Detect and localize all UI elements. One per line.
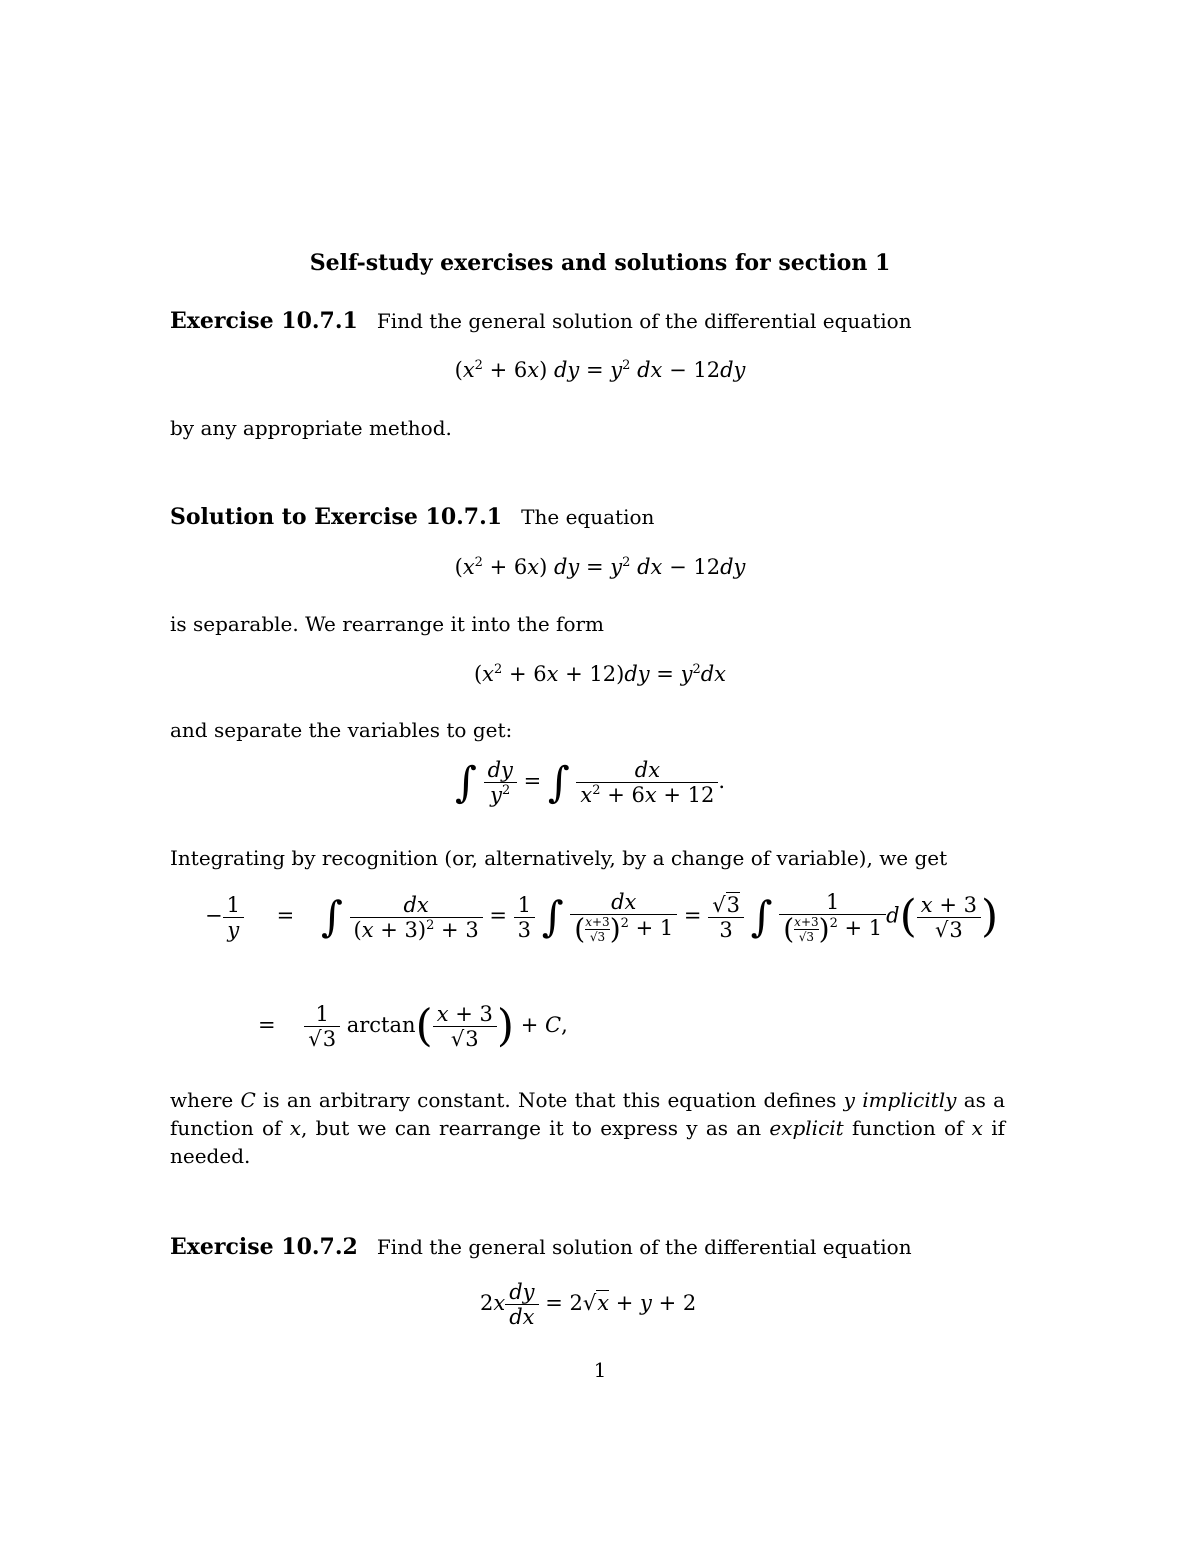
integration-chain-line-2: = $\frac{1}{√3}$ arctan( $\frac{x + 3}{√3}$ ) + C,: [258, 1000, 568, 1052]
exercise-2-equation: 2x $\frac{dy}{dx}$ = 2√x + y + 2: [480, 1280, 697, 1329]
exercise-2-text: Find the general solution of the differential equation: [376, 1235, 912, 1259]
separate-text: and separate the variables to get:: [170, 718, 513, 742]
solution-1-statement: [170, 504, 654, 530]
exercise-1-statement: [170, 308, 912, 334]
exercise-1-label: Exercise 10.7.1: [170, 308, 358, 334]
solution-1-equation: $(x^2 + 6x)$ dy = $y^2$ dx − 12dy: [454, 555, 746, 579]
page-title: Self-study exercises and solutions for section 1: [309, 250, 891, 276]
separated-integrals: ∫ $\frac{dy}{y^2}$ = ∫ $\frac{dx}{x^2 + 6x + 12}$ .: [455, 757, 726, 807]
exercise-1-after: by any appropriate method.: [170, 416, 452, 440]
integration-chain-line-1: − $\frac{1}{y}$ = ∫ $\frac{dx}{(x + 3)^2 + 3}$ = $\frac{1}{3}$ ∫ dx ( $\frac{x+3}{√3}$ )$^2$ + 1 = $\frac{√3}{3}$ ∫ 1 ( $\frac{x+3}{√3}$ )$^2$ + 1 d( $\frac{x + 3}{√3}$ ): [205, 890, 999, 946]
integrating-text: Integrating by recognition (or, alternatively, by a change of variable), we get: [170, 846, 948, 870]
solution-1-label: Solution to Exercise 10.7.1: [170, 504, 503, 530]
exercise-2-label: Exercise 10.7.2: [170, 1234, 358, 1260]
constant-note: where C is an arbitrary constant. Note that this equation defines y implicitly as a function of x, but we can rearrange it to express y as an explicit function of x if needed.: [170, 1088, 1006, 1168]
rearranged-equation: $(x^2 + 6x + 12)dy = y^2dx$: [473, 662, 727, 686]
exercise-1-text: Find the general solution of the differential equation: [376, 309, 912, 333]
solution-1-text: The equation: [521, 505, 655, 529]
separable-text: is separable. We rearrange it into the form: [170, 612, 605, 636]
exercise-2-statement: [170, 1234, 912, 1260]
page-number: 1: [593, 1358, 607, 1382]
exercise-1-equation: $(x^2 + 6x)$ dy = $y^2$ dx − 12dy: [454, 358, 746, 382]
